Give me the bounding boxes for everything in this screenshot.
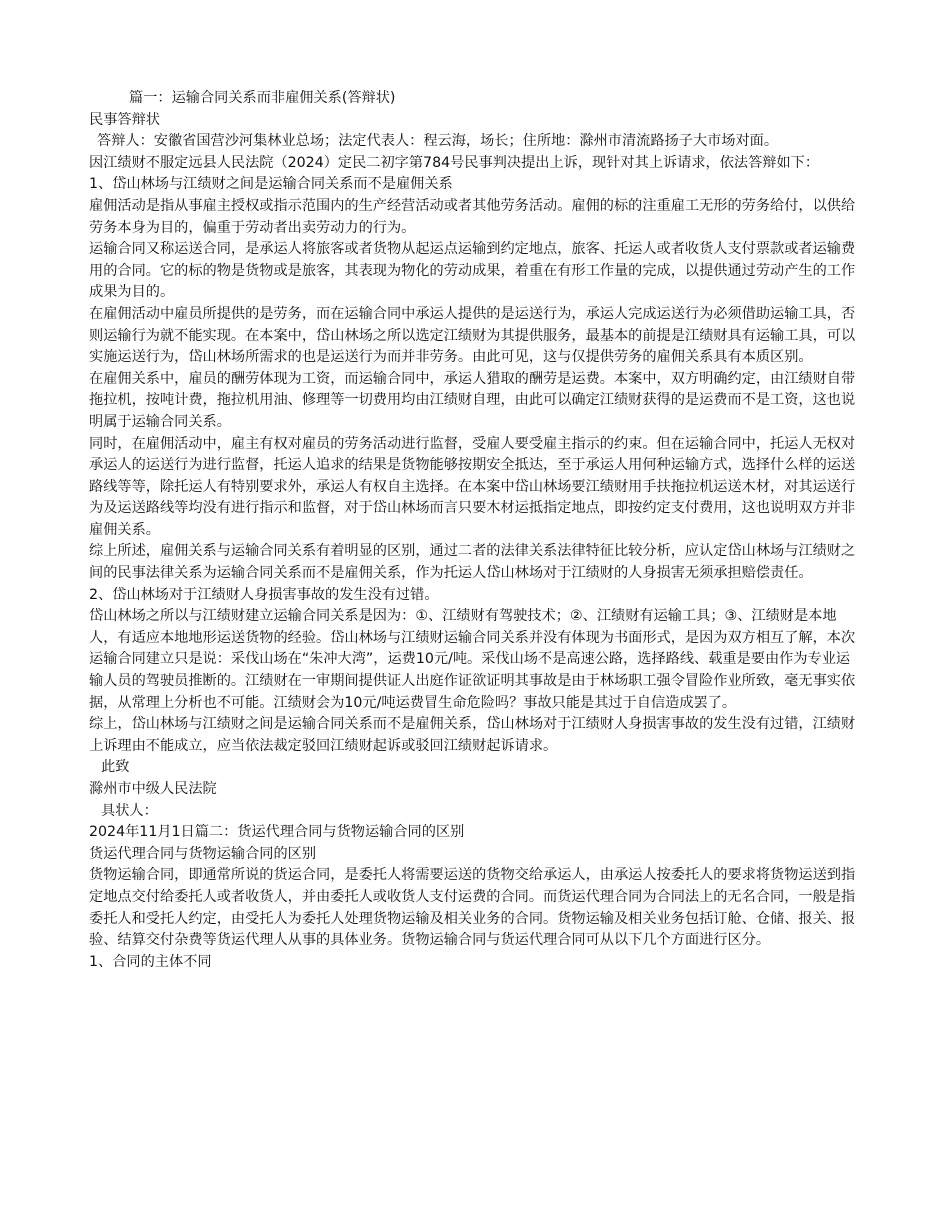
- paragraph-labor-vs-transport: 在雇佣活动中雇员所提供的是劳务，而在运输合同中承运人提供的是运送行为，承运人完成运送行为必须借助运输工具，否则运输行为就不能实现。在本案中，岱山林场之所以选定江绩财为其提供服务，最基本的前提是江绩财具有运输工具，可以实施运送行为，岱山林场所需求的也是运送行为而并非劳务。由此可见，这与仅提供劳务的雇佣关系具有本质区别。: [89, 305, 856, 366]
- paragraph-freight-contract-difference: 货物运输合同，即通常所说的货运合同，是委托人将需要运送的货物交给承运人，由承运人按委托人的要求将货物运送到指定地点交付给委托人或者收货人，并由委托人或收货人支付运费的合同。而货运代理合同为合同法上的无名合同，一般是指委托人和受托人约定，由受托人为委托人处理货物运输及相关业务的合同。货物运输及相关业务包括订舱、仓储、报关、报验、结算交付杂费等货运代理人从事的具体业务。货物运输合同与货运代理合同可从以下几个方面进行区分。: [89, 867, 856, 949]
- date-and-part2-title: 2024年11月1日篇二：货运代理合同与货物运输合同的区别: [89, 824, 465, 841]
- respondent-paragraph: 答辩人：安徽省国营沙河集林业总场；法定代表人：程云海，场长；住所地：滁州市清流路扬子大市场对面。: [97, 133, 779, 150]
- signer-label: 具状人：: [101, 802, 158, 819]
- intro-paragraph: 因江绩财不服定远县人民法院（2024）定民二初字第784号民事判决提出上诉，现针对其上诉请求，依法答辩如下：: [89, 154, 820, 171]
- part2-subtitle: 货运代理合同与货物运输合同的区别: [89, 845, 317, 862]
- paragraph-summary-1: 综上所述，雇佣关系与运输合同关系有着明显的区别，通过二者的法律关系法律特征比较分析，应认定岱山林场与江绩财之间的民事法律关系为运输合同关系而不是雇佣关系，作为托运人岱山林场对于江绩财的人身损害无须承担赔偿责任。: [89, 543, 856, 582]
- paragraph-wage-vs-freight: 在雇佣关系中，雇员的酬劳体现为工资，而运输合同中，承运人猎取的酬劳是运费。本案中，双方明确约定，由江绩财自带拖拉机，按吨计费，拖拉机用油、修理等一切费用均由江绩财自理，由此可以确定江绩财获得的是运费而不是工资，这也说明属于运输合同关系。: [89, 370, 856, 430]
- paragraph-conclusion: 综上，岱山林场与江绩财之间是运输合同关系而不是雇佣关系，岱山林场对于江绩财人身损害事故的发生没有过错，江绩财上诉理由不能成立，应当依法裁定驳回江绩财起诉或驳回江绩财起诉请求。: [89, 716, 856, 754]
- document-type-label: 民事答辩状: [89, 111, 160, 128]
- point-2-heading: 2、岱山林场对于江绩财人身损害事故的发生没有过错。: [89, 586, 439, 603]
- salutation: 此致: [101, 759, 130, 776]
- point-1-heading: 1、岱山林场与江绩财之间是运输合同关系而不是雇佣关系: [89, 176, 453, 193]
- paragraph-supervision: 同时，在雇佣活动中，雇主有权对雇员的劳务活动进行监督，受雇人要受雇主指示的约束。但在运输合同中，托运人无权对承运人的运送行为进行监督，托运人追求的结果是货物能够按期安全抵达，至于承运人用何种运输方式，选择什么样的运送路线等等，除托运人有特别要求外，承运人有权自主选择。在本案中岱山林场要江绩财用手扶拖拉机运送木材，对其运送行为及运送路线等均没有进行指示和监督，对于岱山林场而言只要木材运抵指定地点，即按约定支付费用，这也说明双方并非雇佣关系。: [89, 435, 856, 538]
- paragraph-no-fault: 岱山林场之所以与江绩财建立运输合同关系是因为：①、江绩财有驾驶技术；②、江绩财有运输工具；③、江绩财是本地人，有适应本地地形运送货物的经验。岱山林场与江绩财运输合同关系并没有体现为书面形式，是因为双方相互了解，本次运输合同建立只是说：采伐山场在“朱冲大湾”，运费10元/吨。采伐山场不是高速公路，选择路线、载重是要由作为专业运输人员的驾驶员推断的。江绩财在一审期间提供证人出庭作证欲证明其事故是由于林场职工强令冒险作业所致，毫无事实依据，从常理上分析也不可能。江绩财会为10元/吨运费冒生命危险吗？事故只能是其过于自信造成罢了。: [89, 608, 856, 711]
- part1-title: 篇一：运输合同关系而非雇佣关系(答辩状): [129, 90, 396, 106]
- court-name: 滁州市中级人民法院: [89, 781, 217, 797]
- point-3-heading: 1、合同的主体不同: [89, 953, 212, 970]
- paragraph-transport-contract-definition: 运输合同又称运送合同，是承运人将旅客或者货物从起运点运输到约定地点，旅客、托运人或者收货人支付票款或者运输费用的合同。它的标的物是货物或是旅客，其表现为物化的劳动成果，着重在有形工作量的完成，以提供通过劳动产生的工作成果为目的。: [89, 241, 856, 301]
- paragraph-employment-definition: 雇佣活动是指从事雇主授权或指示范围内的生产经营活动或者其他劳务活动。雇佣的标的注重雇工无形的劳务给付，以供给劳务本身为目的，偏重于劳动者出卖劳动力的行为。: [89, 197, 856, 236]
